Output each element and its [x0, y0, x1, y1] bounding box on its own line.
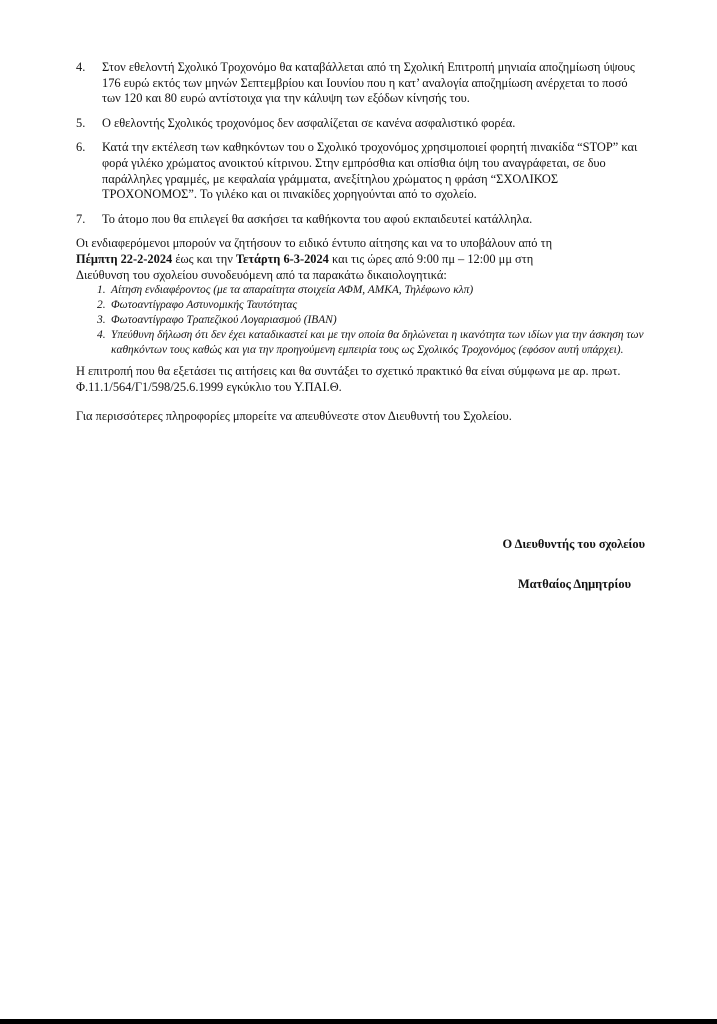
document-body: [76, 60, 646, 425]
committee-paragraph: Η επιτροπή που θα εξετάσει τις αιτήσεις και θα συντάξει το σχετικό πρακτικό θα είναι σύμφωνα με αρ. πρωτ. Φ.11.1/564/Γ1/598/25.6.1999 εγκύκλιο του Υ.ΠΑΙ.Θ.: [76, 364, 621, 394]
document-number: 1.: [97, 284, 106, 297]
list-item-text: Ο εθελοντής Σχολικός τροχονόμος δεν ασφαλίζεται σε κανένα ασφαλιστικό φορέα.: [102, 115, 516, 130]
signature-title: Ο Διευθυντής του σχολείου: [502, 537, 645, 551]
list-item-text: Στον εθελοντή Σχολικό Τροχονόμο θα καταβάλλεται από τη Σχολική Επιτροπή μηνιαία αποζημίωση ύψους 176 ευρώ εκτός των μηνών Σεπτεμβρίου και Ιουνίου που η κατ’ αναλογία αποζημίωση ανέρχεται το ποσό των 120 και 80 ευρώ αντίστοιχα για την κάλυψη των εξόδων κίνησής του.: [102, 60, 635, 106]
list-item: [76, 116, 646, 132]
list-item-number: 5.: [76, 115, 86, 130]
document-text: Υπεύθυνη δήλωση ότι δεν έχει καταδικαστεί και με την οποία θα δηλώνεται η ικανότητα των ιδίων για την άσκηση των καθηκόντων τους καθώς και για την προηγούμενη εμπειρία τους ως Σχολικός Τροχονόμος (εφόσον αυτή υπάρχει).: [111, 329, 644, 357]
date-from: Πέμπτη 22-2-2024: [76, 251, 173, 266]
list-item: [76, 60, 646, 107]
list-item-number: 7.: [76, 211, 86, 226]
hours-text: και τις ώρες από 9:00 πμ – 12:00 μμ στη: [328, 251, 534, 266]
document-text: Φωτοαντίγραφο Τραπεζικού Λογαριασμού (IBAN): [111, 314, 337, 327]
document-item: [97, 298, 646, 313]
document-number: 3.: [97, 314, 106, 327]
list-item-text: Το άτομο που θα επιλεγεί θα ασκήσει τα καθήκοντα του αφού εκπαιδευτεί κατάλληλα.: [102, 211, 533, 226]
application-dates: [76, 252, 646, 268]
application-outro: Διεύθυνση του σχολείου συνοδευόμενη από τα παρακάτω δικαιολογητικά:: [76, 267, 447, 282]
required-documents-list: [97, 283, 646, 358]
document-item: [97, 328, 646, 358]
document-item: [97, 283, 646, 298]
document-text: Αίτηση ενδιαφέροντος (με τα απαραίτητα στοιχεία ΑΦΜ, ΑΜΚΑ, Τηλέφωνο κλπ): [111, 284, 474, 297]
application-paragraph: [76, 236, 646, 283]
document-text: Φωτοαντίγραφο Αστυνομικής Ταυτότητας: [111, 299, 298, 312]
date-to: 6-3-2024: [280, 251, 329, 266]
list-item-number: 6.: [76, 140, 86, 155]
page-bottom-border: [0, 1019, 717, 1024]
document-number: 2.: [97, 299, 106, 312]
document-number: 4.: [97, 329, 106, 342]
document-item: [97, 313, 646, 328]
info-paragraph: Για περισσότερες πληροφορίες μπορείτε να απευθύνεστε στον Διευθυντή του Σχολείου.: [76, 409, 512, 424]
list-item-text: Κατά την εκτέλεση των καθηκόντων του ο Σχολικό τροχονόμος χρησιμοποιεί φορητή πινακίδα “STOP” και φορά γιλέκο χρώματος ανοικτού κίτρινου. Στην εμπρόσθια και οπίσθια όψη του αναγράφεται, σε δυο παράλληλες γραμμές, με κεφαλαία γράμματα, ανεξίτηλου χρώματος η φράση “ΣΧΟΛΙΚΟΣ ΤΡΟΧΟΝΟΜΟΣ”. Το γιλέκο και οι πινακίδες χορηγούνται από το σχολείο.: [102, 140, 638, 202]
signature-name: Ματθαίος Δημητρίου: [517, 577, 631, 591]
list-item: [76, 212, 646, 228]
list-item: [76, 140, 646, 202]
date-to-day: Τετάρτη: [235, 251, 281, 266]
list-item-number: 4.: [76, 60, 86, 74]
application-intro: Οι ενδιαφερόμενοι μπορούν να ζητήσουν το ειδικό έντυπο αίτησης και να το υποβάλουν από τη: [76, 236, 553, 251]
date-connector: έως και την: [172, 251, 236, 266]
